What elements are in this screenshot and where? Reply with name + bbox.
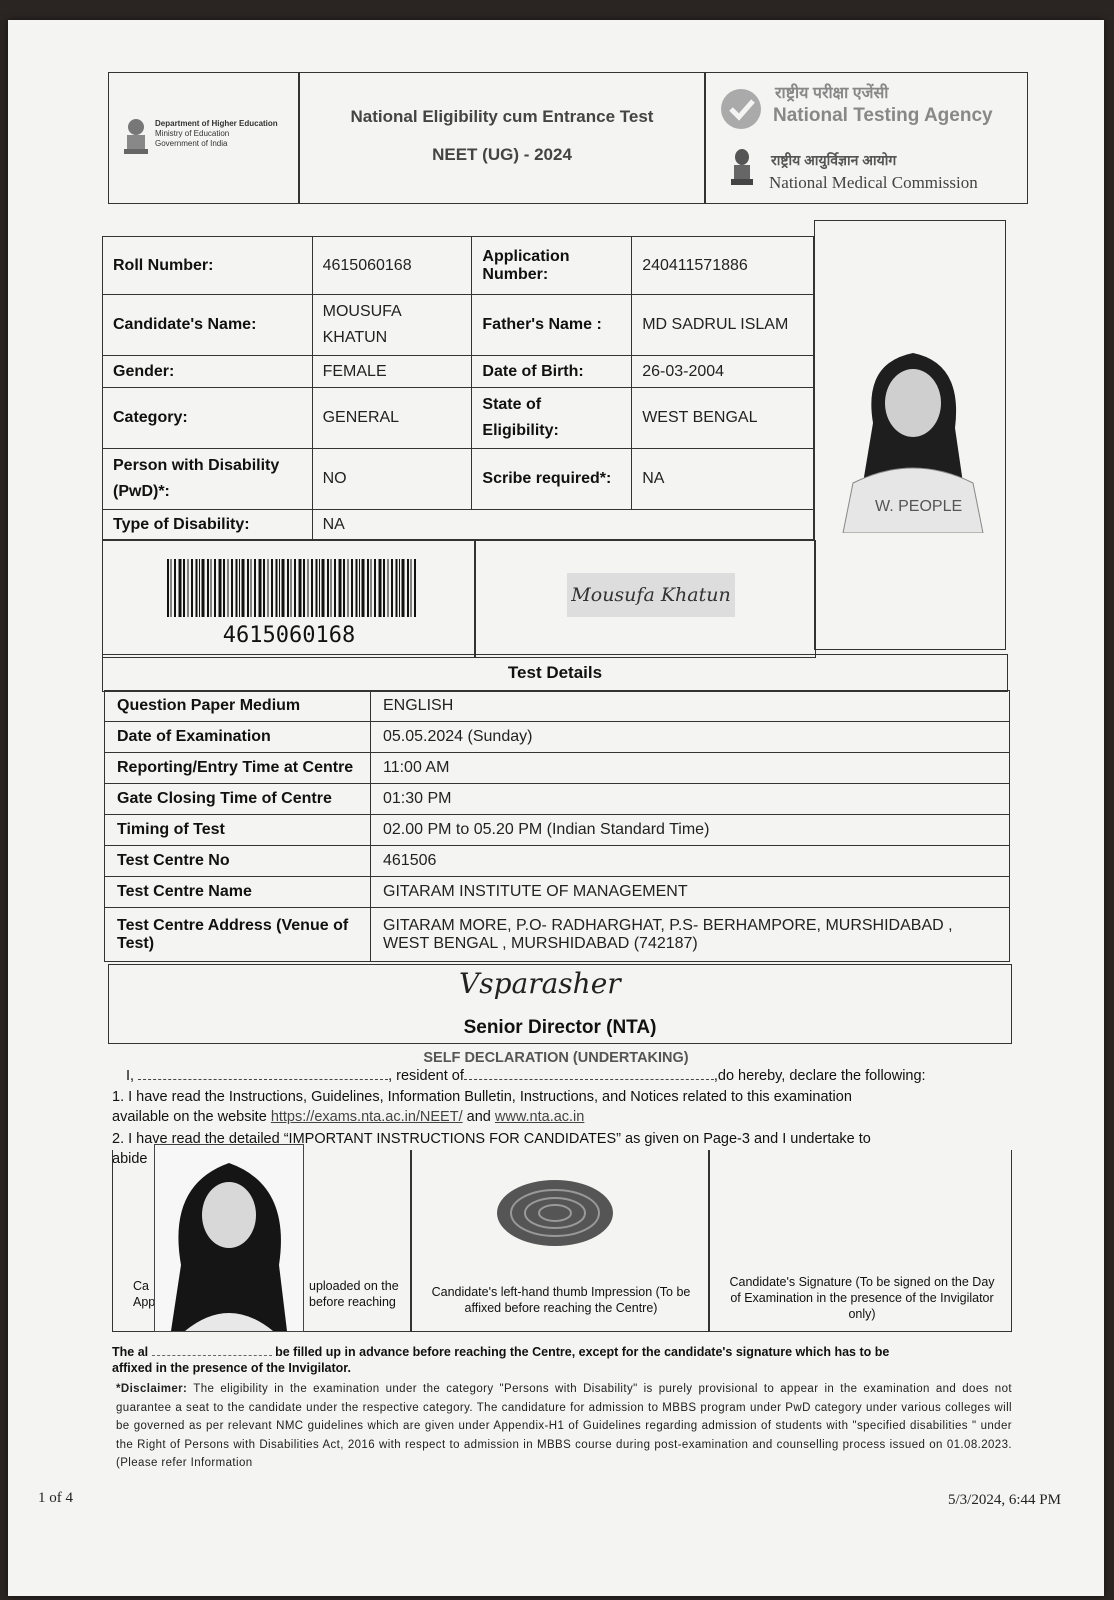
barcode-bar <box>247 559 249 617</box>
barcode-bar <box>174 559 176 617</box>
table-row <box>103 449 814 510</box>
barcode-bar <box>388 559 389 617</box>
test-detail-value: ENGLISH <box>371 691 1010 722</box>
declaration-heading: SELF DECLARATION (UNDERTAKING) <box>423 1050 689 1066</box>
header-block <box>108 72 1028 204</box>
barcode-bar <box>268 559 269 617</box>
shirt-text: W. PEOPLE <box>875 498 963 515</box>
barcode-bar <box>371 559 372 617</box>
barcode-bar <box>383 559 385 617</box>
barcode-bar <box>356 559 358 617</box>
exam-title-cell <box>298 72 706 204</box>
thumb-box-text: Candidate's left-hand thumb Impression (To be affixed before reaching the Centre) <box>431 1285 691 1315</box>
barcode-bar <box>207 559 209 617</box>
nta-logo-icon <box>719 87 763 131</box>
dept-line-1: Department of Higher Education <box>155 119 278 128</box>
barcode-bar <box>199 559 200 617</box>
table-row <box>103 237 814 295</box>
and-text: and <box>466 1109 491 1125</box>
barcode-bar <box>322 559 325 617</box>
barcode-bar <box>379 559 382 617</box>
table-row <box>105 846 1010 877</box>
note-rest: be filled up in advance before reaching the Centre, except for the candidate's signature which has to be <box>275 1345 890 1359</box>
photo-box-right-text: uploaded on the before reaching <box>309 1279 399 1309</box>
note-gap <box>152 1355 272 1356</box>
pwd-label: Person with Disability (PwD)*: <box>103 449 313 510</box>
exam-title: National Eligibility cum Entrance Test <box>350 107 654 126</box>
name-label: Candidate's Name: <box>103 295 313 356</box>
barcode-bar <box>402 559 405 617</box>
point-1b-line <box>112 1107 1012 1127</box>
barcode-bar <box>327 559 329 617</box>
nmc-emblem-icon <box>729 147 755 191</box>
barcode-bar <box>259 559 262 617</box>
intro-prefix: I, <box>126 1068 135 1084</box>
table-row <box>105 722 1010 753</box>
barcode-bar <box>228 559 229 617</box>
barcode-bar <box>407 559 409 617</box>
exam-code: NEET (UG) - 2024 <box>432 145 572 164</box>
application-label: Application Number: <box>472 237 632 295</box>
barcode-bar <box>231 559 233 617</box>
table-row <box>105 691 1010 722</box>
barcode-bar <box>191 559 193 617</box>
nta-link[interactable]: www.nta.ac.in <box>494 1109 585 1125</box>
dept-line-2: Ministry of Education <box>155 129 230 138</box>
director-signature: Vsparasher <box>459 967 621 1000</box>
note-2: affixed in the presence of the Invigilator. <box>112 1361 351 1375</box>
table-row <box>105 908 1010 962</box>
pwd-value: NO <box>312 449 472 510</box>
admit-card-page <box>8 20 1104 1596</box>
barcode-bar <box>188 559 189 617</box>
barcode-bar <box>334 559 336 617</box>
barcode-bar <box>223 559 225 617</box>
barcode-bar <box>276 559 278 617</box>
test-detail-value: 05.05.2024 (Sunday) <box>371 722 1010 753</box>
barcode-number: 4615060168 <box>222 623 356 648</box>
agency-logo-cell <box>704 72 1028 204</box>
dob-label: Date of Birth: <box>472 356 632 388</box>
scribe-value: NA <box>632 449 814 510</box>
page-number: 1 of 4 <box>38 1490 73 1506</box>
barcode-bar <box>396 559 398 617</box>
barcode-bar <box>239 559 240 617</box>
roll-value: 4615060168 <box>312 237 472 295</box>
barcode-bar <box>287 559 289 617</box>
table-row <box>105 877 1010 908</box>
nta-hindi: राष्ट्रीय परीक्षा एजेंसी <box>775 85 889 102</box>
test-detail-label: Test Centre Address (Venue of Test) <box>105 908 371 962</box>
barcode-bar <box>367 559 369 617</box>
table-row <box>103 388 814 449</box>
ministry-logo-cell <box>108 72 300 204</box>
test-detail-value: 11:00 AM <box>371 753 1010 784</box>
barcode-bar <box>299 559 302 617</box>
name-blank <box>138 1079 388 1080</box>
name-value: MOUSUFA KHATUN <box>312 295 472 356</box>
barcode-bar <box>316 559 318 617</box>
barcode-bar <box>311 559 313 617</box>
point-1a: 1. I have read the Instructions, Guidelines, Information Bulletin, Instructions, and Notices related to this examination <box>112 1089 852 1105</box>
disclaimer <box>116 1380 1012 1473</box>
test-detail-value: GITARAM MORE, P.O- RADHARGHAT, P.S- BERHAMPORE, MURSHIDABAD , WEST BENGAL , MURSHIDABAD (742187) <box>371 908 1010 962</box>
signature-box-text: Candidate's Signature (To be signed on the Day of Examination in the presence of the Invigilator only) <box>729 1275 995 1321</box>
test-detail-label: Test Centre Name <box>105 877 371 908</box>
nta-neet-link[interactable]: https://exams.nta.ac.in/NEET/ <box>270 1109 463 1125</box>
test-details-heading: Test Details <box>102 654 1008 692</box>
barcode-bar <box>183 559 185 617</box>
barcode-bar <box>294 559 296 617</box>
barcode-bar <box>351 559 353 617</box>
barcode-bar <box>254 559 256 617</box>
barcode-bar <box>171 559 172 617</box>
barcode-cell <box>102 540 476 658</box>
barcode-bar <box>219 559 222 617</box>
state-value: WEST BENGAL <box>632 388 814 449</box>
barcode-bar <box>196 559 198 617</box>
disability-label: Type of Disability: <box>103 510 313 540</box>
gender-label: Gender: <box>103 356 313 388</box>
intro-mid: , resident of <box>388 1068 464 1084</box>
barcode-bar <box>251 559 252 617</box>
barcode-bar <box>303 559 305 617</box>
nta-english: National Testing Agency <box>773 105 993 126</box>
barcode-bar <box>179 559 182 617</box>
barcode-bar <box>211 559 212 617</box>
photo-box-left-text: Ca App <box>133 1279 156 1309</box>
application-value: 240411571886 <box>632 237 814 295</box>
test-detail-value: 461506 <box>371 846 1010 877</box>
barcode-bar <box>339 559 342 617</box>
barcode-bar <box>411 559 412 617</box>
candidate-photo <box>833 333 993 533</box>
barcode-bar <box>319 559 320 617</box>
category-value: GENERAL <box>312 388 472 449</box>
test-detail-label: Reporting/Entry Time at Centre <box>105 753 371 784</box>
test-detail-value: 01:30 PM <box>371 784 1010 815</box>
barcode-bar <box>167 559 169 617</box>
barcode-bar <box>291 559 292 617</box>
test-detail-value: GITARAM INSTITUTE OF MANAGEMENT <box>371 877 1010 908</box>
barcode-bar <box>236 559 238 617</box>
table-row <box>103 510 814 540</box>
intro-suffix: ,do hereby, declare the following: <box>713 1068 926 1084</box>
barcode-bar <box>348 559 349 617</box>
barcode-bar <box>279 559 280 617</box>
table-row <box>103 295 814 356</box>
test-detail-label: Gate Closing Time of Centre <box>105 784 371 815</box>
note-start: The al <box>112 1345 149 1359</box>
barcode-icon <box>167 559 417 617</box>
barcode-bar <box>391 559 393 617</box>
gender-value: FEMALE <box>312 356 472 388</box>
nmc-english: National Medical Commission <box>769 173 978 192</box>
table-row <box>103 356 814 388</box>
signature-box <box>708 1150 1012 1332</box>
residence-blank <box>464 1079 714 1080</box>
candidate-info-table <box>102 236 814 540</box>
dob-value: 26-03-2004 <box>632 356 814 388</box>
test-detail-value: 02.00 PM to 05.20 PM (Indian Standard Time) <box>371 815 1010 846</box>
test-detail-label: Timing of Test <box>105 815 371 846</box>
barcode-bar <box>282 559 285 617</box>
barcode-bar <box>399 559 400 617</box>
barcode-bar <box>359 559 360 617</box>
nmc-hindi: राष्ट्रीय आयुर्विज्ञान आयोग <box>771 152 897 168</box>
photo-cell <box>814 220 1006 650</box>
test-detail-label: Question Paper Medium <box>105 691 371 722</box>
scribe-label: Scribe required*: <box>472 449 632 510</box>
barcode-bar <box>362 559 365 617</box>
point-2b: abide <box>112 1151 148 1167</box>
print-timestamp: 5/3/2024, 6:44 PM <box>948 1492 1061 1508</box>
category-label: Category: <box>103 388 313 449</box>
father-label: Father's Name : <box>472 295 632 356</box>
director-block <box>108 964 1012 1044</box>
thumbprint-icon <box>495 1178 615 1248</box>
barcode-bar <box>374 559 376 617</box>
table-row <box>105 753 1010 784</box>
barcode-bar <box>343 559 345 617</box>
point-1b: available on the website <box>112 1109 267 1125</box>
test-detail-label: Test Centre No <box>105 846 371 877</box>
roll-label: Roll Number: <box>103 237 313 295</box>
test-details-table <box>104 690 1010 962</box>
barcode-bar <box>214 559 216 617</box>
test-detail-label: Date of Examination <box>105 722 371 753</box>
state-label: State of Eligibility: <box>472 388 632 449</box>
disclaimer-label: *Disclaimer: <box>116 1383 188 1395</box>
barcode-bar <box>271 559 273 617</box>
barcode-bar <box>414 559 416 617</box>
candidate-signature: Mousufa Khatun <box>567 573 735 617</box>
disclaimer-text: The eligibility in the examination under the category "Persons with Disability" is purely provisional to appear in the examination and does not guarantee a seat to the candidate under the respective category. The candidature for admission to MBBS program under PwD category under various colleges will be governed as per relevant NMC guidelines which are given under Appendix-H1 of Guidelines regarding admission of students with "specified disabilities " under the Right of Persons with Disabilities Act, 2016 with respect to admission in MBBS course during post-examination and counselling process issued on 01.08.2023. (Please refer Information <box>116 1383 1012 1469</box>
signature-cell <box>474 540 816 658</box>
declaration-note <box>112 1344 1012 1376</box>
father-value: MD SADRUL ISLAM <box>632 295 814 356</box>
barcode-bar <box>308 559 309 617</box>
dept-line-3: Government of India <box>155 139 228 148</box>
point-2a: 2. I have read the detailed “IMPORTANT INSTRUCTIONS FOR CANDIDATES” as given on Page-3 and I undertake to <box>112 1131 871 1147</box>
declaration-intro <box>126 1066 1006 1086</box>
thumb-box <box>410 1150 710 1332</box>
table-row <box>105 784 1010 815</box>
disability-value: NA <box>312 510 813 540</box>
emblem-icon <box>121 117 151 157</box>
table-row <box>105 815 1010 846</box>
barcode-bar <box>263 559 265 617</box>
barcode-bar <box>242 559 245 617</box>
barcode-bar <box>202 559 205 617</box>
barcode-bar <box>331 559 332 617</box>
declaration-photo <box>154 1144 304 1332</box>
director-title: Senior Director (NTA) <box>463 1017 657 1038</box>
